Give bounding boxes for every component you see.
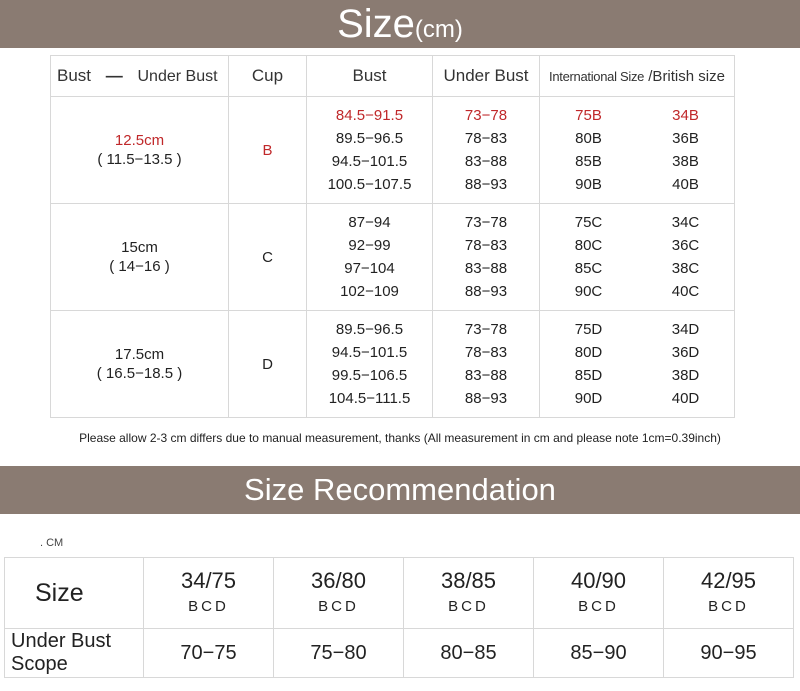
rec-scope-cell: 70−75 bbox=[144, 629, 274, 678]
size-chart-header-row bbox=[51, 56, 735, 97]
size-chart-row-b bbox=[51, 97, 735, 204]
rec-size-row bbox=[5, 558, 794, 629]
size-title: Size bbox=[337, 2, 415, 46]
band-diff-cell bbox=[51, 204, 229, 311]
rec-scope-cell: 80−85 bbox=[404, 629, 534, 678]
size-chart-row-c bbox=[51, 204, 735, 311]
intl-british-cell: 75D 80D 85D 90D 34D 36D 38D 40D bbox=[540, 311, 735, 418]
rec-size-cell: 34/75 BCD bbox=[144, 558, 274, 629]
header-under-bust: Under Bust bbox=[433, 56, 540, 97]
band-range: ( 14−16 ) bbox=[109, 258, 170, 275]
recommendation-title: Size Recommendation bbox=[244, 472, 556, 507]
size-chart-row-d bbox=[51, 311, 735, 418]
header-cup: Cup bbox=[229, 56, 307, 97]
rec-scope-cell: 85−90 bbox=[534, 629, 664, 678]
cup-cell: B bbox=[229, 97, 307, 204]
rec-scope-cell: 75−80 bbox=[274, 629, 404, 678]
band-range: ( 16.5−18.5 ) bbox=[96, 365, 183, 382]
size-title-unit: (cm) bbox=[414, 16, 463, 43]
under-bust-cell: 73−78 78−83 83−88 88−93 bbox=[433, 97, 540, 204]
band-diff: 12.5cm bbox=[114, 132, 165, 149]
recommendation-banner bbox=[0, 466, 800, 514]
recommendation-table bbox=[4, 557, 794, 678]
band-diff-cell bbox=[51, 97, 229, 204]
unit-label: . CM bbox=[40, 537, 64, 549]
cup-cell: C bbox=[229, 204, 307, 311]
band-range: ( 11.5−13.5 ) bbox=[97, 151, 182, 168]
under-bust-cell: 73−78 78−83 83−88 88−93 bbox=[433, 204, 540, 311]
rec-size-cell: 38/85 BCD bbox=[404, 558, 534, 629]
rec-scope-label: Under Bust Scope bbox=[5, 629, 144, 678]
header-bust: Bust bbox=[307, 56, 433, 97]
band-diff: 17.5cm bbox=[114, 346, 165, 363]
bust-cell: 89.5−96.5 94.5−101.5 99.5−106.5 104.5−111.5 bbox=[307, 311, 433, 418]
band-diff-cell bbox=[51, 311, 229, 418]
rec-size-cell: 36/80 BCD bbox=[274, 558, 404, 629]
rec-scope-cell: 90−95 bbox=[664, 629, 794, 678]
rec-size-cell: 40/90 BCD bbox=[534, 558, 664, 629]
bust-cell: 87−94 92−99 97−104 102−109 bbox=[307, 204, 433, 311]
intl-british-cell: 75C 80C 85C 90C 34C 36C 38C 40C bbox=[540, 204, 735, 311]
header-international-british: International Size /British size bbox=[540, 56, 735, 97]
band-diff: 15cm bbox=[121, 239, 158, 256]
measurement-note: Please allow 2-3 cm differs due to manual measurement, thanks (All measurement in cm and please note 1cm=0.39inch) bbox=[79, 431, 721, 445]
intl-british-cell: 75B 80B 85B 90B 34B 36B 38B 40B bbox=[540, 97, 735, 204]
bust-cell: 84.5−91.5 89.5−96.5 94.5−101.5 100.5−107.5 bbox=[307, 97, 433, 204]
size-chart-table bbox=[50, 55, 735, 418]
rec-scope-row bbox=[5, 629, 794, 678]
rec-size-cell: 42/95 BCD bbox=[664, 558, 794, 629]
under-bust-cell: 73−78 78−83 83−88 88−93 bbox=[433, 311, 540, 418]
header-bust-diff: Bust — Under Bust bbox=[51, 56, 229, 97]
size-banner bbox=[0, 0, 800, 48]
cup-cell: D bbox=[229, 311, 307, 418]
rec-size-label: Size bbox=[5, 558, 144, 629]
